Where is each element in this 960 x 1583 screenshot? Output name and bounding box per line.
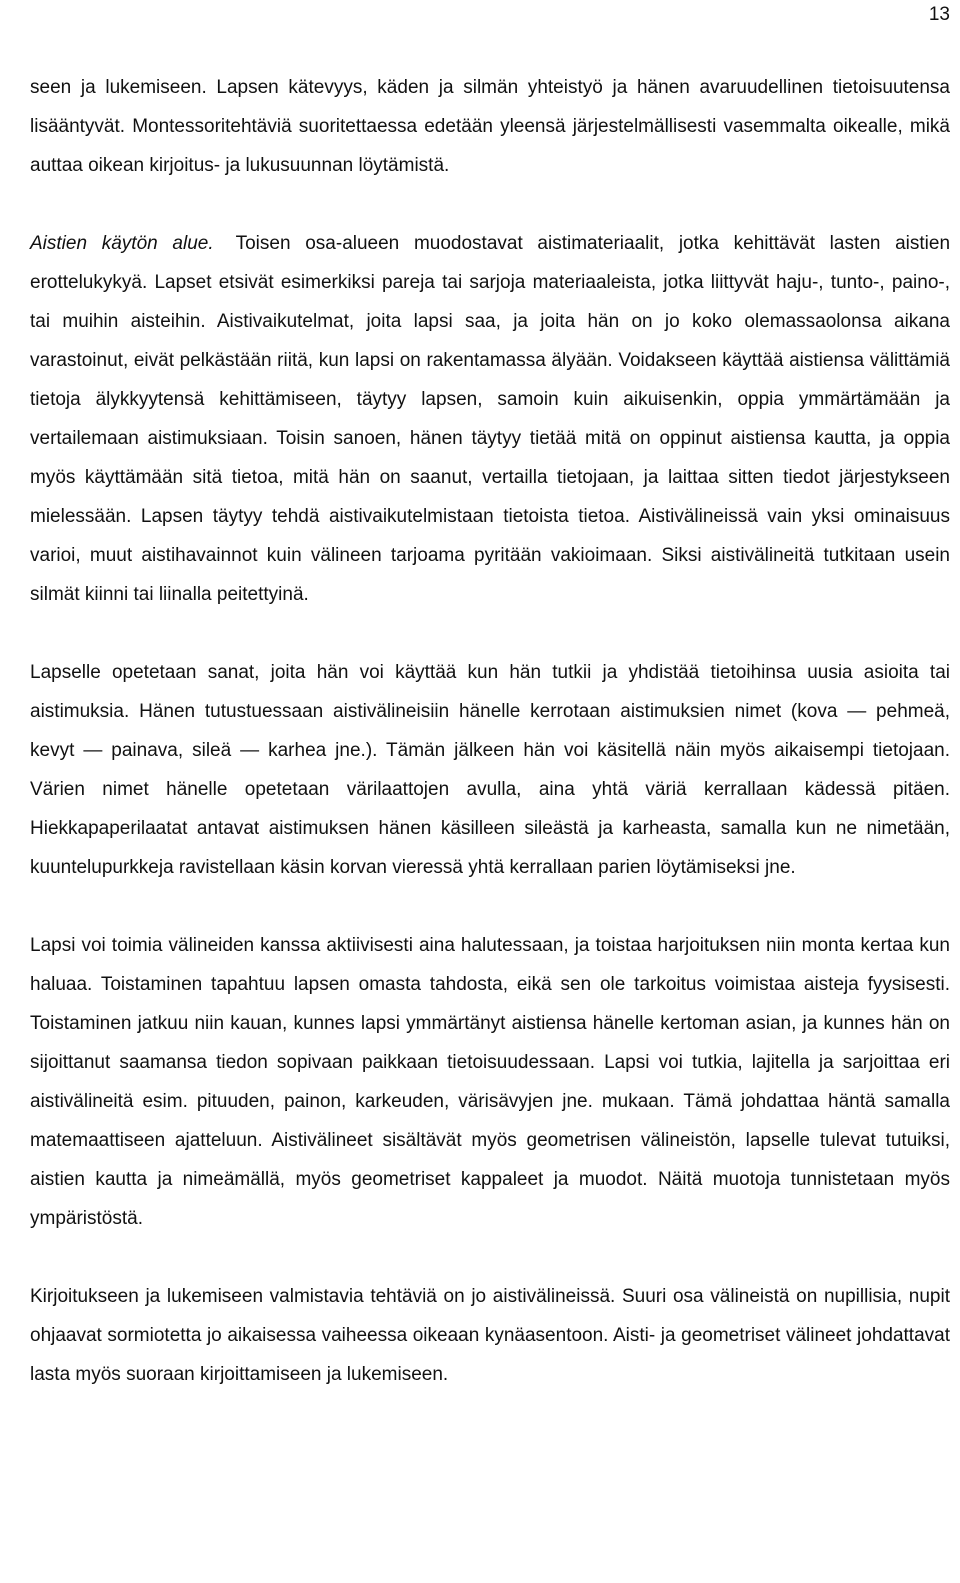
paragraph-5: Kirjoitukseen ja lukemiseen valmistavia tehtäviä on jo aistivälineissä. Suuri osa välineistä on nupillisia, nupit ohjaavat sormiotetta jo aikaisessa vaiheessa oikeaan kynäasentoon. Aisti- ja geometriset välineet johdattavat lasta myös suoraan kirjoittamiseen ja lukemiseen. [30,1286,950,1385]
paragraph-4: Lapsi voi toimia välineiden kanssa aktiivisesti aina halutessaan, ja toistaa harjoituksen niin monta kertaa kun haluaa. Toistaminen tapahtuu lapsen omasta tahdosta, eikä sen ole tarkoitus voimistaa aisteja fyysisesti. Toistaminen jatkuu niin kauan, kunnes lapsi ymmärtänyt aistiensa hänelle kertoman asian, ja kunnes hän on sijoittanut saamansa tiedon sopivaan paikkaan tietoisuudessaan. Lapsi voi tutkia, lajitella ja sarjoittaa eri aistivälineitä esim. pituuden, painon, karkeuden, värisävyjen jne. mukaan. Tämä johdattaa häntä samalla matemaattiseen ajatteluun. Aistivälineet sisältävät myös geometrisen välineistön, lapselle tulevat tutuiksi, aistien kautta ja nimeämällä, myös geometriset kappaleet ja muodot. Näitä muotoja tunnistetaan myös ympäristöstä. [30,935,950,1229]
document-body [30,68,950,1394]
page-number: 13 [928,4,950,25]
paragraph-2 [30,224,950,614]
paragraph-3: Lapselle opetetaan sanat, joita hän voi käyttää kun hän tutkii ja yhdistää tietoihinsa uusia asioita tai aistimuksia. Hänen tutustuessaan aistivälineisiin hänelle kerrotaan aistimuksien nimet (kova — pehmeä, kevyt — painava, sileä — karhea jne.). Tämän jälkeen hän voi käsitellä näin myös aikaisempi tietojaan. Värien nimet hänelle opetetaan värilaattojen avulla, aina yhtä väriä kerrallaan kädessä pitäen. Hiekkapaperilaatat antavat aistimuksen hänen käsilleen sileästä ja karheasta, samalla kun ne nimetään, kuuntelupurkkeja ravistellaan käsin korvan vieressä yhtä kerrallaan parien löytämiseksi jne. [30,662,950,878]
paragraph-1: seen ja lukemiseen. Lapsen kätevyys, käden ja silmän yhteistyö ja hänen avaruudellinen tietoisuutensa lisääntyvät. Montessoritehtäviä suoritettaessa edetään yleensä järjestelmällisesti vasemmalta oikealle, mikä auttaa oikean kirjoitus- ja lukusuunnan löytämistä. [30,77,950,176]
section-heading-sensory: Aistien käytön alue. [30,233,214,254]
paragraph-2-text: Toisen osa-alueen muodostavat aistimateriaalit, jotka kehittävät lasten aistien erottelukykyä. Lapset etsivät esimerkiksi pareja tai sarjoja materiaaleista, jotka liittyvät haju-, tunto-, paino-, tai muihin aisteihin. Aistivaikutelmat, joita lapsi saa, ja joita hän on jo koko olemassaolonsa aikana varastoinut, eivät pelkästään riitä, kun lapsi on rakentamassa älyään. Voidakseen käyttää aistiensa välittämiä tietoja älykkyytensä kehittämiseen, täytyy lapsen, samoin kuin aikuisenkin, oppia ymmärtämään ja vertailemaan aistimuksiaan. Toisin sanoen, hänen täytyy tietää mitä on oppinut aistiensa kautta, ja oppia myös käyttämään sitä tietoa, mitä hän on saanut, vertailla tietojaan, ja laittaa sitten tiedot järjestykseen mielessään. Lapsen täytyy tehdä aistivaikutelmistaan tietoista tietoa. Aistivälineissä vain yksi ominaisuus varioi, muut aistihavainnot kuin välineen tarjoama pyritään vakioimaan. Siksi aistivälineitä tutkitaan usein silmät kiinni tai liinalla peitettyinä. [30,233,951,605]
